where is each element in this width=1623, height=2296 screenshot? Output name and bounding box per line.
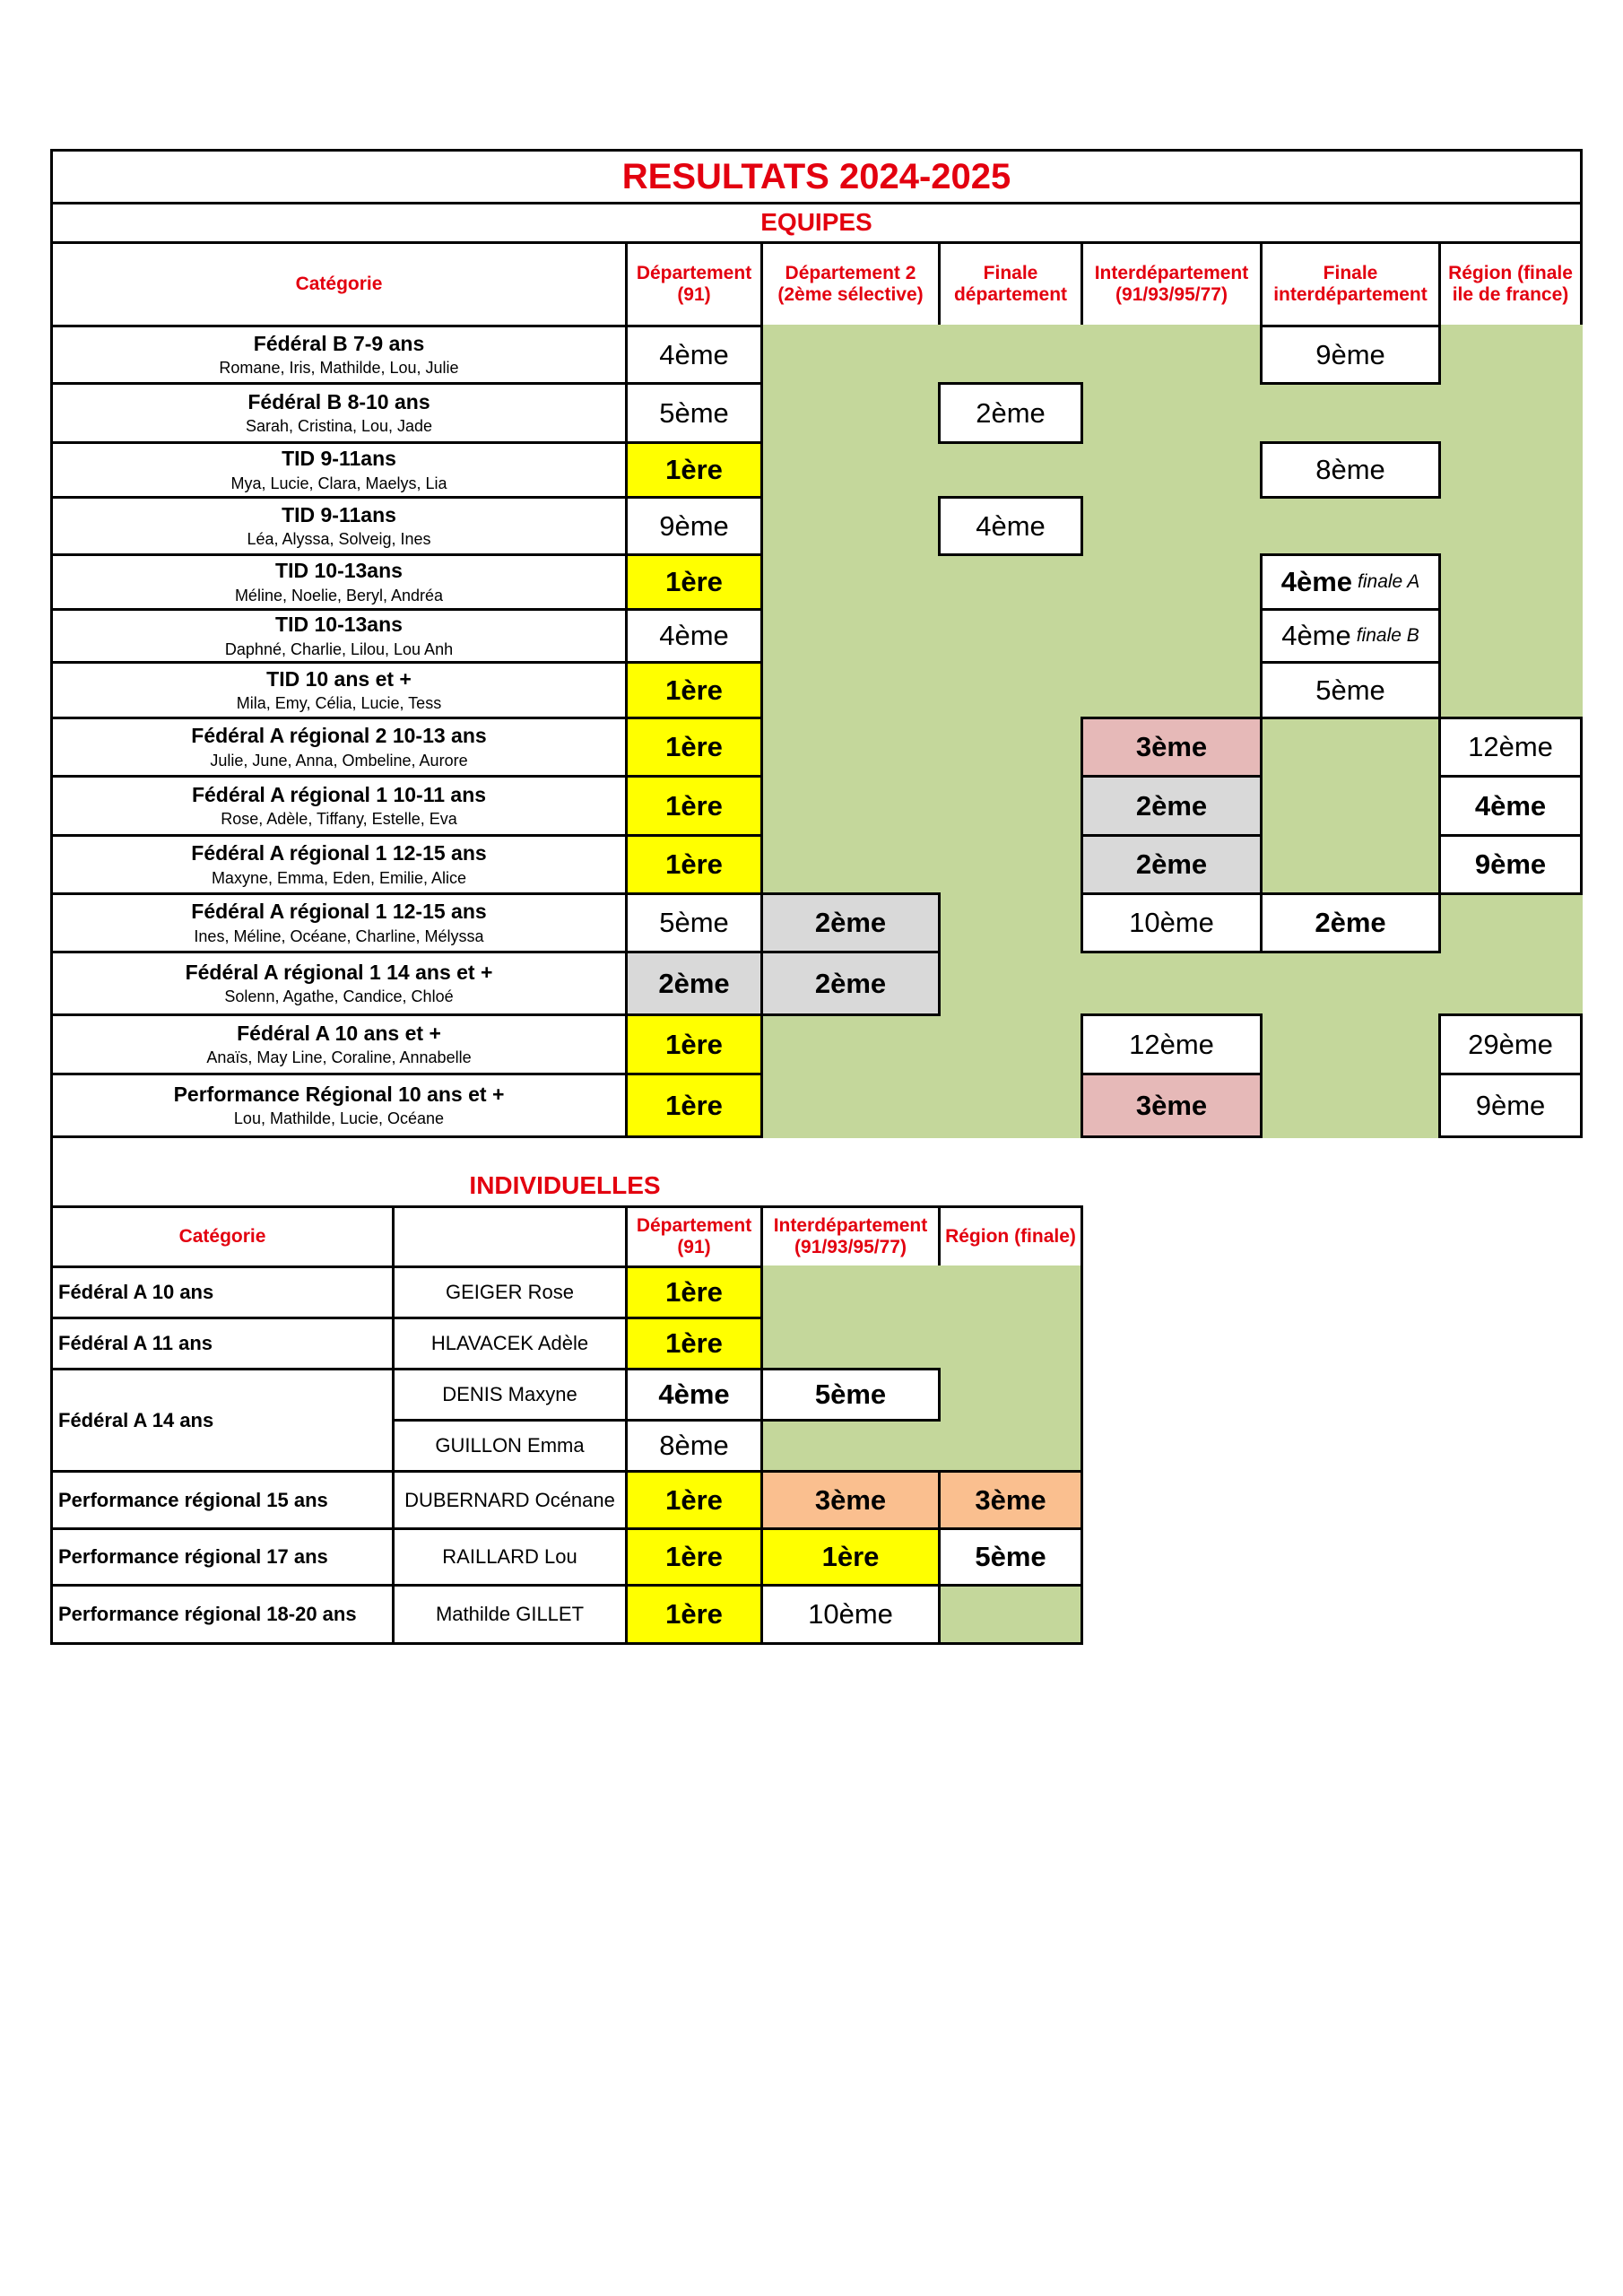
result-value: 9ème [1474, 848, 1547, 881]
result-value: 4ème [658, 1378, 730, 1411]
result-value: 1ère [665, 789, 723, 822]
result-value: 4ème [976, 509, 1046, 542]
result-cell [625, 608, 763, 664]
header-label: Interdépartement [773, 1214, 928, 1236]
result-value: 3ème [975, 1483, 1046, 1516]
team-category [50, 441, 628, 499]
result-cell [625, 441, 763, 499]
result-value: 1ère [665, 454, 723, 486]
result-value: 2ème [1135, 789, 1208, 822]
result-value: 8ème [659, 1430, 729, 1462]
result-cell [625, 553, 763, 611]
result-value: 1ère [665, 1327, 723, 1360]
team-members: Mila, Emy, Célia, Lucie, Tess [236, 694, 442, 713]
team-category [50, 1073, 628, 1138]
team-members: Mya, Lucie, Clara, Maelys, Lia [230, 474, 447, 492]
result-cell [1260, 553, 1441, 611]
result-value: 12ème [1129, 1028, 1214, 1060]
ind-category [50, 1317, 395, 1370]
team-category [50, 553, 628, 611]
result-cell [625, 382, 763, 444]
result-value: 4ème [1281, 620, 1351, 652]
team-members: Solenn, Agathe, Candice, Chloé [224, 987, 454, 1006]
team-members: Anaïs, May Line, Coraline, Annabelle [206, 1048, 472, 1067]
result-cell [1081, 717, 1263, 778]
team-category [50, 382, 628, 444]
athlete-name: HLAVACEK Adèle [430, 1332, 589, 1355]
result-cell [938, 382, 1083, 444]
team-members: Ines, Méline, Océane, Charline, Mélyssa [194, 926, 484, 945]
athlete-name: GUILLON Emma [435, 1434, 585, 1457]
result-cell [625, 1073, 763, 1138]
result-value: 5ème [659, 907, 729, 939]
result-cell [625, 1419, 763, 1473]
team-category-name: TID 9-11ans [282, 447, 396, 471]
ind-category-name: Fédéral A 14 ans [58, 1408, 214, 1431]
team-category [50, 717, 628, 778]
result-value: 9ème [1315, 338, 1385, 370]
ind-athlete [392, 1368, 628, 1422]
header-label: (91/93/95/77) [794, 1237, 907, 1257]
result-cell [625, 834, 763, 895]
result-value: 1ère [665, 1028, 723, 1060]
result-value: 3ème [1135, 1089, 1208, 1121]
finale-note: finale B [1356, 624, 1419, 646]
result-cell [938, 1584, 1083, 1645]
result-cell [625, 892, 763, 953]
result-cell [625, 1584, 763, 1645]
ind-athlete [392, 1470, 628, 1530]
team-category-name: Fédéral A régional 1 12-15 ans [191, 900, 487, 924]
result-cell [760, 951, 941, 1016]
result-value: 2ème [658, 967, 730, 999]
ind-category [50, 1527, 395, 1587]
result-value: 9ème [1475, 1089, 1546, 1121]
result-cell [625, 1470, 763, 1530]
result-cell [1260, 661, 1441, 719]
result-value: 2ème [814, 967, 887, 999]
team-category-name: TID 9-11ans [282, 502, 396, 526]
result-value: 4ème [1280, 566, 1353, 598]
title-cell [50, 149, 1583, 204]
ind-category-name: Performance régional 15 ans [58, 1488, 328, 1511]
team-members: Léa, Alyssa, Solveig, Ines [247, 530, 431, 549]
ind-category [50, 1368, 395, 1473]
result-cell [938, 1527, 1083, 1587]
result-cell [1260, 441, 1441, 499]
header-label: (91/93/95/77) [1115, 284, 1228, 305]
result-value: 2ème [1315, 907, 1386, 939]
outer-border-line [50, 1135, 53, 1208]
ind-category-name: Performance régional 18-20 ans [58, 1603, 357, 1626]
result-value: 4ème [659, 338, 729, 370]
result-value: 1ère [665, 1089, 723, 1121]
header-label: Catégorie [178, 1225, 266, 1247]
team-category-name: Fédéral B 7-9 ans [253, 331, 425, 355]
result-cell [625, 951, 763, 1016]
teams-header-category [50, 241, 628, 327]
team-category-name: TID 10 ans et + [266, 666, 412, 691]
result-cell [1081, 775, 1263, 837]
header-label: ile de france) [1452, 284, 1569, 305]
team-category [50, 1013, 628, 1075]
team-category [50, 834, 628, 895]
result-value: 1ère [665, 731, 723, 763]
team-category-name: Fédéral B 8-10 ans [247, 389, 430, 413]
result-value: 1ère [665, 1276, 723, 1309]
teams-header-dep91 [625, 241, 763, 327]
ind-header-dep91 [625, 1205, 763, 1268]
result-value: 5ème [1315, 674, 1385, 706]
ind-header-interdep [760, 1205, 941, 1268]
athlete-name: DUBERNARD Océnane [404, 1488, 615, 1511]
team-category [50, 892, 628, 953]
team-category-name: Fédéral A régional 1 14 ans et + [185, 960, 493, 984]
team-members: Méline, Noelie, Beryl, Andréa [234, 586, 444, 604]
athlete-name: GEIGER Rose [445, 1281, 575, 1304]
result-cell [1260, 325, 1441, 385]
result-cell [625, 717, 763, 778]
result-value: 8ème [1315, 454, 1385, 486]
teams-header-finale-interdep [1260, 241, 1441, 327]
team-category-name: Fédéral A régional 1 10-11 ans [191, 782, 487, 806]
result-value: 5ème [975, 1541, 1046, 1573]
result-value: 9ème [659, 509, 729, 542]
team-members: Maxyne, Emma, Eden, Emilie, Alice [211, 868, 467, 887]
result-value: 29ème [1468, 1028, 1553, 1060]
result-value: 10ème [1129, 907, 1214, 939]
ind-header-region [938, 1205, 1083, 1268]
team-category [50, 608, 628, 664]
result-cell [625, 496, 763, 556]
result-cell [1081, 834, 1263, 895]
team-members: Lou, Mathilde, Lucie, Océane [233, 1109, 445, 1128]
ind-category [50, 1470, 395, 1530]
result-value: 3ème [814, 1483, 887, 1516]
ind-athlete [392, 1265, 628, 1319]
teams-header-dep2 [760, 241, 941, 327]
ind-athlete [392, 1527, 628, 1587]
result-cell [625, 661, 763, 719]
result-cell [625, 1527, 763, 1587]
team-members: Sarah, Cristina, Lou, Jade [245, 417, 433, 436]
result-value: 2ème [814, 907, 887, 939]
result-value: 2ème [976, 396, 1046, 429]
ind-category-name: Fédéral A 11 ans [58, 1332, 213, 1355]
result-value: 10ème [808, 1598, 893, 1631]
team-category-name: TID 10-13ans [275, 559, 403, 583]
team-members: Daphné, Charlie, Lilou, Lou Anh [224, 639, 454, 658]
ind-header-category [50, 1205, 395, 1268]
result-cell [625, 775, 763, 837]
team-category [50, 661, 628, 719]
teams-header-finale-dep [938, 241, 1083, 327]
teams-heading: EQUIPES [760, 208, 872, 237]
result-value: 1ère [665, 674, 723, 706]
header-label: Interdépartement [1094, 262, 1249, 283]
result-cell [1260, 892, 1441, 953]
ind-athlete [392, 1584, 628, 1645]
result-value: 4ème [1474, 789, 1547, 822]
ind-athlete [392, 1317, 628, 1370]
ind-category [50, 1265, 395, 1319]
teams-header-interdep [1081, 241, 1263, 327]
team-members: Rose, Adèle, Tiffany, Estelle, Eva [221, 810, 457, 829]
result-cell [760, 892, 941, 953]
athlete-name: RAILLARD Lou [442, 1545, 577, 1569]
team-category [50, 496, 628, 556]
result-value: 5ème [659, 396, 729, 429]
result-value: 1ère [665, 1598, 723, 1631]
result-value: 3ème [1135, 731, 1208, 763]
result-cell [1081, 892, 1263, 953]
result-cell [1438, 1073, 1583, 1138]
header-label: (2ème sélective) [777, 284, 924, 305]
header-label: département [953, 284, 1068, 305]
result-value: 1ère [665, 848, 723, 881]
header-label: Catégorie [295, 273, 383, 294]
result-cell [625, 1317, 763, 1370]
ind-category [50, 1584, 395, 1645]
ind-header-name [392, 1205, 628, 1268]
header-label: Finale [1323, 262, 1378, 283]
team-category-name: Fédéral A régional 2 10-13 ans [191, 724, 487, 748]
result-cell [938, 496, 1083, 556]
result-cell [625, 1013, 763, 1075]
header-label: interdépartement [1273, 284, 1428, 305]
teams-heading-cell [50, 202, 1583, 244]
ind-athlete [392, 1419, 628, 1473]
team-members: Julie, June, Anna, Ombeline, Aurore [210, 751, 468, 770]
green-area-border [1081, 1265, 1083, 1473]
result-cell [1438, 834, 1583, 895]
header-label: Département 2 [785, 262, 916, 283]
athlete-name: DENIS Maxyne [442, 1383, 577, 1406]
result-cell [1081, 1013, 1263, 1075]
header-label: Région (finale) [945, 1225, 1076, 1247]
header-label: Région (finale [1448, 262, 1573, 283]
team-category-name: Performance Régional 10 ans et + [173, 1082, 505, 1106]
result-value: 1ère [665, 1483, 723, 1516]
individual-heading-cell [395, 1166, 735, 1205]
result-value: 1ère [821, 1541, 880, 1573]
ind-category-name: Performance régional 17 ans [58, 1545, 328, 1569]
team-category-name: TID 10-13ans [275, 613, 403, 637]
team-category [50, 951, 628, 1016]
team-category [50, 775, 628, 837]
header-label: (91) [677, 284, 711, 305]
team-category-name: Fédéral A 10 ans et + [237, 1021, 441, 1045]
result-cell [938, 1470, 1083, 1530]
result-value: 1ère [665, 1541, 723, 1573]
result-cell [1081, 1073, 1263, 1138]
result-value: 1ère [665, 566, 723, 598]
result-cell [1438, 775, 1583, 837]
result-value: 2ème [1135, 848, 1208, 881]
result-cell [625, 1265, 763, 1319]
athlete-name: Mathilde GILLET [435, 1603, 585, 1626]
page-title: RESULTATS 2024-2025 [621, 157, 1011, 196]
result-cell [625, 1368, 763, 1422]
individual-heading: INDIVIDUELLES [469, 1170, 661, 1199]
result-cell [760, 1527, 941, 1587]
result-cell [625, 325, 763, 385]
result-cell [1260, 608, 1441, 664]
teams-header-region [1438, 241, 1583, 327]
team-members: Romane, Iris, Mathilde, Lou, Julie [219, 359, 459, 378]
result-cell [760, 1368, 941, 1422]
header-label: Département [636, 262, 752, 283]
result-cell [760, 1584, 941, 1645]
team-category [50, 325, 628, 385]
result-value: 5ème [814, 1378, 887, 1411]
team-category-name: Fédéral A régional 1 12-15 ans [191, 841, 487, 865]
result-cell [760, 1470, 941, 1530]
header-label: Finale [983, 262, 1038, 283]
header-label: (91) [677, 1237, 711, 1257]
result-cell [1438, 717, 1583, 778]
finale-note: finale A [1358, 570, 1420, 592]
result-value: 12ème [1468, 731, 1553, 763]
result-cell [1438, 1013, 1583, 1075]
header-label: Département [636, 1214, 752, 1236]
result-value: 4ème [659, 620, 729, 652]
ind-category-name: Fédéral A 10 ans [58, 1281, 214, 1304]
